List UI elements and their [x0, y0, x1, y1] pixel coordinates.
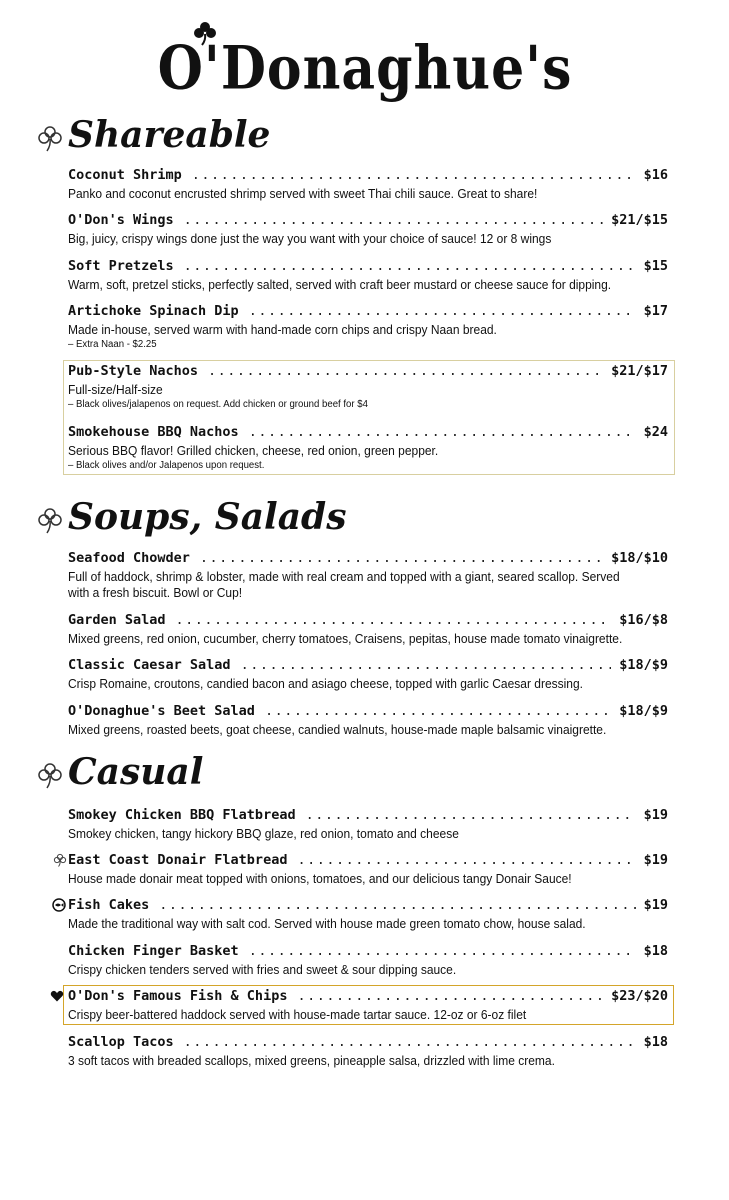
item-price: $17	[643, 303, 668, 319]
item-price: $15	[643, 258, 668, 274]
item-name: Garden Salad	[68, 612, 166, 628]
item-name: East Coast Donair Flatbread	[68, 852, 288, 868]
item-description: Mixed greens, roasted beets, goat cheese, candied walnuts, house-made maple balsamic vinaigrette.	[68, 723, 607, 737]
dot-leader	[176, 612, 612, 628]
dot-leader	[306, 807, 636, 823]
item-name: O'Don's Wings	[68, 212, 174, 228]
item-description: House made donair meat topped with onions, tomatoes, and our delicious tangy Donair Sauce!	[68, 872, 572, 886]
dot-leader	[184, 212, 603, 228]
item-price: $18	[643, 1034, 668, 1050]
logo-text: O'Donaghue's	[157, 33, 573, 104]
item-description: Made in-house, served warm with hand-made corn chips and crispy Naan bread.	[68, 323, 497, 337]
item-price: $19	[643, 807, 668, 823]
item-price: $24	[643, 424, 668, 440]
menu-item	[68, 363, 668, 411]
dot-leader	[265, 703, 611, 719]
dot-leader	[159, 897, 635, 913]
item-description: Crisp Romaine, croutons, candied bacon and asiago cheese, topped with garlic Caesar dressing.	[68, 677, 583, 691]
item-note: – Black olives/jalapenos on request. Add chicken or ground beef for $4	[68, 399, 368, 410]
dot-leader	[297, 852, 635, 868]
local-fish-icon	[52, 898, 66, 912]
menu-item	[68, 657, 668, 692]
dot-leader	[200, 550, 603, 566]
menu-item	[68, 703, 668, 738]
item-name: Artichoke Spinach Dip	[68, 303, 239, 319]
shamrock-small-icon	[53, 853, 67, 867]
section-title: Casual	[68, 751, 204, 793]
item-name: Soft Pretzels	[68, 258, 174, 274]
item-price: $16/$8	[619, 612, 668, 628]
item-price: $19	[643, 897, 668, 913]
menu-item	[68, 550, 668, 601]
item-description: Crispy chicken tenders served with fries and sweet & sour dipping sauce.	[68, 963, 457, 977]
item-description: Crispy beer-battered haddock served with house-made tartar sauce. 12-oz or 6-oz filet	[68, 1008, 527, 1022]
dot-leader	[184, 258, 636, 274]
item-description: Full of haddock, shrimp & lobster, made with real cream and topped with a giant, seared scallop. Served with a fresh biscuit. Bowl or Cup!	[68, 570, 620, 600]
section-title: Soups, Salads	[68, 496, 347, 538]
item-description: Smokey chicken, tangy hickory BBQ glaze, red onion, tomato and cheese	[68, 827, 459, 841]
shamrock-outline-icon	[36, 124, 64, 152]
item-name: Scallop Tacos	[68, 1034, 174, 1050]
dot-leader	[249, 424, 636, 440]
item-description: Serious BBQ flavor! Grilled chicken, cheese, red onion, green pepper.	[68, 444, 439, 458]
item-description: Mixed greens, red onion, cucumber, cherry tomatoes, Craisens, pepitas, house made tomato vinaigrette.	[68, 632, 623, 646]
menu-item	[68, 897, 668, 932]
item-description: Made the traditional way with salt cod. Served with house made green tomato chow, house salad.	[68, 917, 586, 931]
item-name: O'Donaghue's Beet Salad	[68, 703, 255, 719]
item-price: $21/$15	[611, 212, 668, 228]
heart-icon	[50, 989, 64, 1003]
item-name: Fish Cakes	[68, 897, 150, 913]
item-name: Smokehouse BBQ Nachos	[68, 424, 239, 440]
item-price: $18/$9	[619, 657, 668, 673]
item-note: – Extra Naan - $2.25	[68, 339, 157, 350]
dot-leader	[249, 303, 636, 319]
menu-item	[68, 612, 668, 647]
item-description: Big, juicy, crispy wings done just the way you want with your choice of sauce! 12 or 8 wings	[68, 232, 552, 246]
item-name: Smokey Chicken BBQ Flatbread	[68, 807, 296, 823]
item-price: $21/$17	[611, 363, 668, 379]
dot-leader	[297, 988, 603, 1004]
dot-leader	[184, 1034, 636, 1050]
item-description: Panko and coconut encrusted shrimp served with sweet Thai chili sauce. Great to share!	[68, 187, 538, 201]
menu-item	[68, 943, 668, 978]
menu-item	[68, 167, 668, 202]
item-name: Seafood Chowder	[68, 550, 190, 566]
item-description: Full-size/Half-size	[68, 383, 163, 397]
item-price: $16	[643, 167, 668, 183]
item-price: $18	[643, 943, 668, 959]
section-title: Shareable	[68, 114, 271, 156]
menu-item	[68, 807, 668, 842]
item-name: Pub-Style Nachos	[68, 363, 199, 379]
item-price: $18/$9	[619, 703, 668, 719]
item-name: Classic Caesar Salad	[68, 657, 231, 673]
item-name: O'Don's Famous Fish & Chips	[68, 988, 288, 1004]
item-price: $18/$10	[611, 550, 668, 566]
item-name: Chicken Finger Basket	[68, 943, 239, 959]
menu-item	[68, 852, 668, 887]
menu-item	[68, 988, 668, 1023]
menu-item	[68, 303, 668, 351]
menu-item	[68, 424, 668, 472]
item-description: Warm, soft, pretzel sticks, perfectly salted, served with craft beer mustard or cheese sauce for dipping.	[68, 278, 612, 292]
dot-leader	[241, 657, 612, 673]
item-price: $23/$20	[611, 988, 668, 1004]
restaurant-logo	[150, 20, 580, 105]
shamrock-outline-icon	[36, 506, 64, 534]
item-description: 3 soft tacos with breaded scallops, mixed greens, pineapple salsa, drizzled with lime crema.	[68, 1054, 555, 1068]
menu-item	[68, 258, 668, 293]
item-price: $19	[643, 852, 668, 868]
menu-item	[68, 212, 668, 247]
item-name: Coconut Shrimp	[68, 167, 182, 183]
dot-leader	[249, 943, 636, 959]
shamrock-outline-icon	[36, 761, 64, 789]
dot-leader	[192, 167, 636, 183]
menu-item	[68, 1034, 668, 1069]
item-note: – Black olives and/or Jalapenos upon request.	[68, 460, 265, 471]
dot-leader	[208, 363, 603, 379]
